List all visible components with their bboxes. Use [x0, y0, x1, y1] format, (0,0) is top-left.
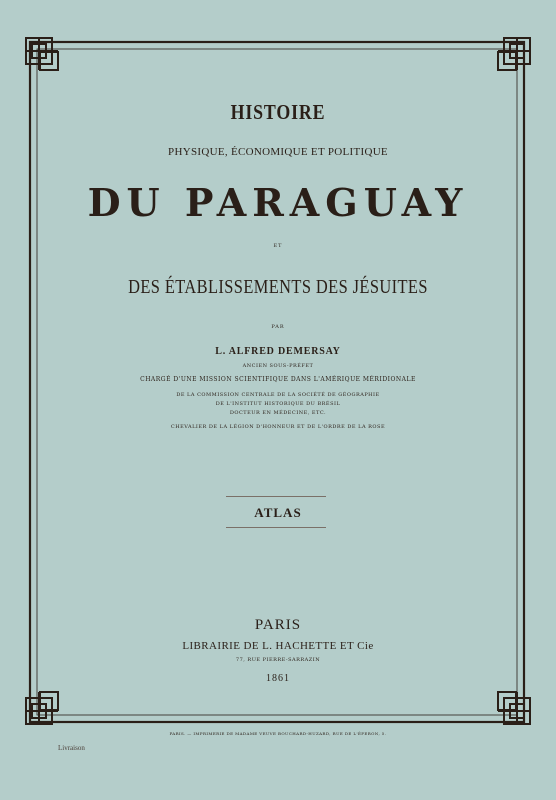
second-title: DES ÉTABLISSEMENTS DES JÉSUITES [128, 276, 428, 298]
publisher-address: 77, RUE PIERRE-SARRAZIN [235, 657, 321, 663]
author-name: L. ALFRED DEMERSAY [215, 346, 341, 357]
conjunction: ET [273, 243, 283, 249]
divider-top [226, 496, 326, 497]
by-line: PAR [271, 324, 285, 330]
city: PARIS [254, 617, 302, 633]
credential-line: DE LA COMMISSION CENTRALE DE LA SOCIÉTÉ DE GÉOGRAPHIE [176, 392, 380, 398]
title-histoire: HISTOIRE [230, 100, 326, 124]
credential-line: ANCIEN SOUS-PRÉFET [242, 363, 314, 369]
main-title: DU PARAGUAY [87, 180, 469, 225]
publication-year: 1861 [266, 673, 290, 684]
credential-line: CHARGÉ D'UNE MISSION SCIENTIFIQUE DANS L'AMÉRIQUE MÉRIDIONALE [140, 376, 416, 383]
volume-label: ATLAS [254, 505, 302, 520]
publisher: LIBRAIRIE DE L. HACHETTE ET Cie [182, 640, 374, 652]
livraison-label: Livraison [58, 744, 85, 752]
credential-line: DE L'INSTITUT HISTORIQUE DU BRÉSIL [215, 401, 341, 407]
credential-line: CHEVALIER DE LA LÉGION D'HONNEUR ET DE L'ORDRE DE LA ROSE [170, 424, 386, 430]
printer-line: PARIS. — IMPRIMERIE DE MADAME VEUVE BOUCHARD-HUZARD, RUE DE L'ÉPERON, 5. [169, 731, 387, 736]
divider-bottom [226, 527, 326, 528]
subtitle: PHYSIQUE, ÉCONOMIQUE ET POLITIQUE [168, 146, 388, 158]
credential-line: DOCTEUR EN MÉDECINE, ETC. [229, 410, 327, 416]
